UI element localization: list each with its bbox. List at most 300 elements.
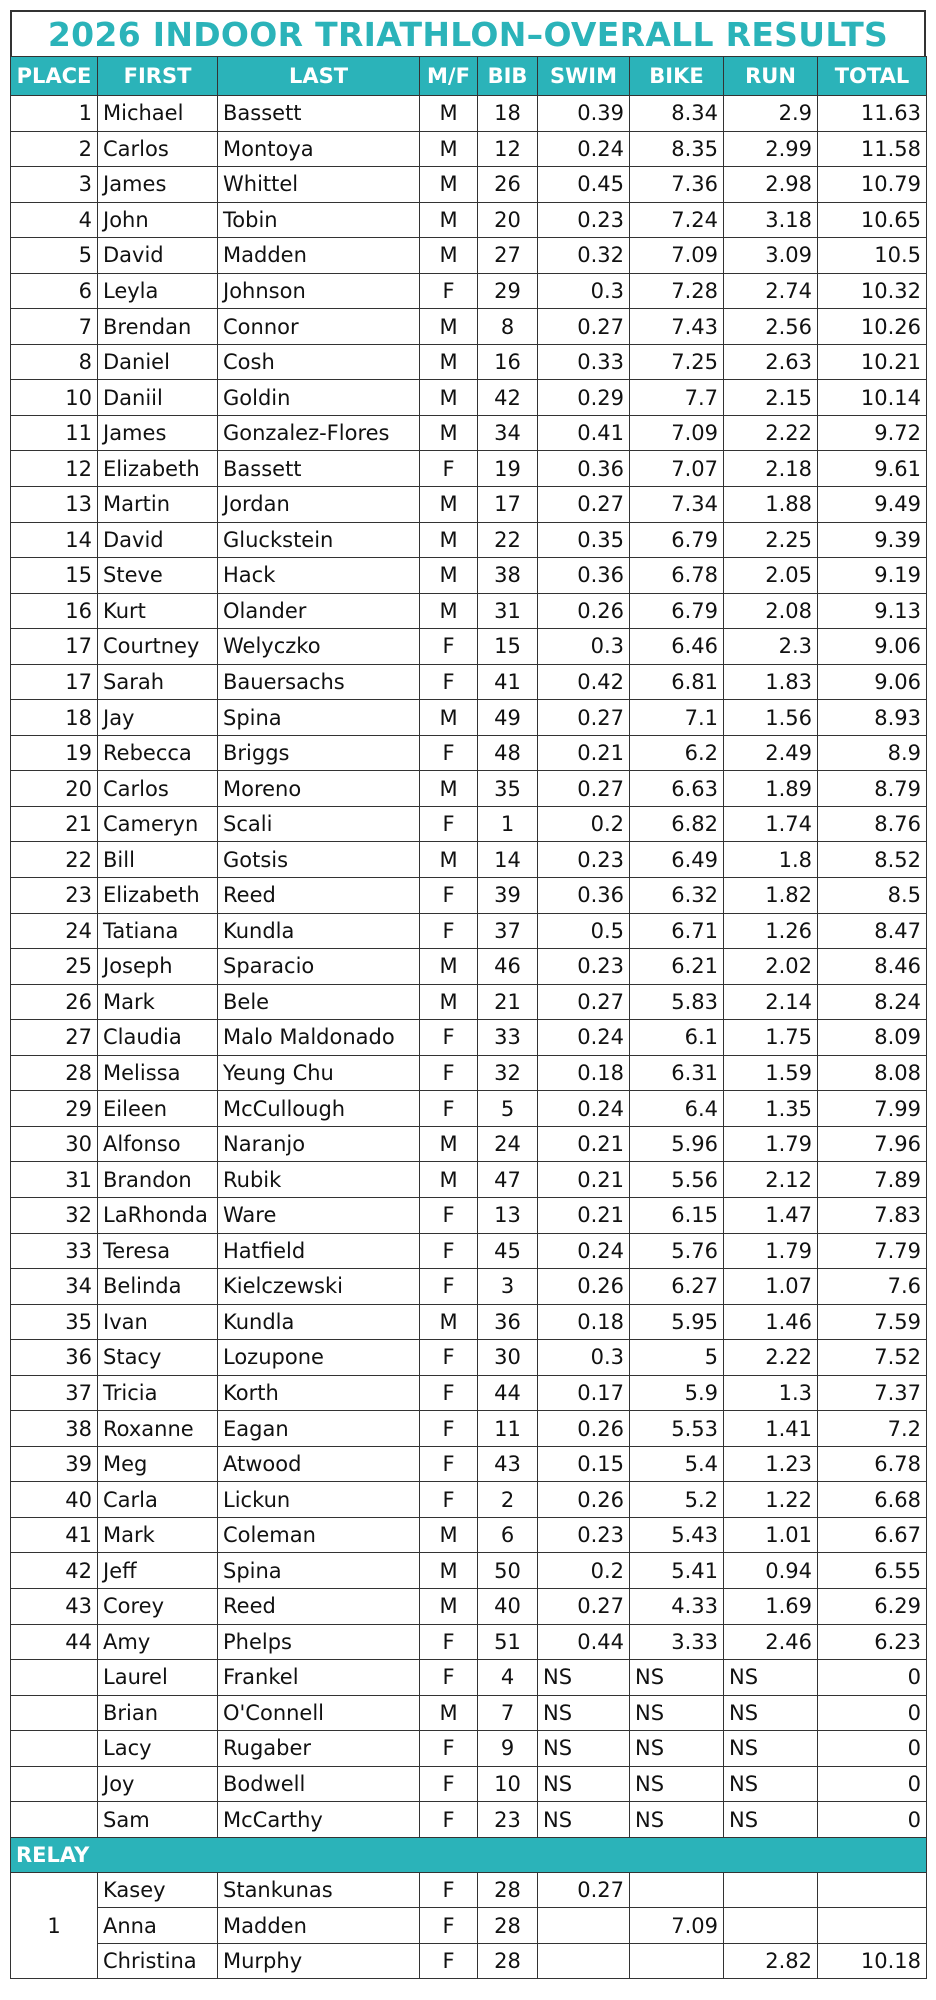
cell-first: Steve — [98, 558, 218, 594]
cell-bib: 8 — [478, 309, 538, 345]
cell-swim: 0.36 — [538, 451, 630, 487]
column-header-run: RUN — [724, 57, 818, 96]
cell-total: 10.5 — [818, 238, 927, 274]
cell-bib: 12 — [478, 131, 538, 167]
cell-first: Roxanne — [98, 1411, 218, 1447]
cell-place: 42 — [11, 1553, 98, 1589]
table-row — [11, 629, 927, 665]
cell-run: 1.41 — [724, 1411, 818, 1447]
table-row — [11, 131, 927, 167]
cell-bike: 7.09 — [630, 1908, 724, 1944]
cell-swim: 0.21 — [538, 735, 630, 771]
cell-total: 10.65 — [818, 202, 927, 238]
cell-last: Gotsis — [218, 842, 420, 878]
cell-swim: 0.45 — [538, 167, 630, 203]
column-header-bike: BIKE — [630, 57, 724, 96]
table-row — [11, 1624, 927, 1660]
cell-bib: 2 — [478, 1482, 538, 1518]
table-row — [11, 1553, 927, 1589]
table-row — [11, 451, 927, 487]
cell-bike: 6.81 — [630, 664, 724, 700]
cell-bike: 6.15 — [630, 1197, 724, 1233]
cell-last: Jordan — [218, 487, 420, 523]
table-row — [11, 1766, 927, 1802]
cell-run: 2.08 — [724, 593, 818, 629]
cell-last: Tobin — [218, 202, 420, 238]
cell-bike: 6.79 — [630, 593, 724, 629]
cell-last: Atwood — [218, 1446, 420, 1482]
cell-run — [724, 1908, 818, 1944]
table-row — [11, 1731, 927, 1767]
cell-mf: F — [420, 1802, 478, 1838]
cell-place: 4 — [11, 202, 98, 238]
cell-mf: F — [420, 1731, 478, 1767]
cell-last: Welyczko — [218, 629, 420, 665]
results-sheet — [10, 10, 926, 1979]
table-row — [11, 167, 927, 203]
cell-total: 10.79 — [818, 167, 927, 203]
cell-bib: 3 — [478, 1269, 538, 1305]
cell-bike: 6.49 — [630, 842, 724, 878]
cell-place: 39 — [11, 1446, 98, 1482]
cell-first: Sam — [98, 1802, 218, 1838]
cell-total: 8.76 — [818, 806, 927, 842]
cell-mf: M — [420, 131, 478, 167]
cell-bike: 6.4 — [630, 1091, 724, 1127]
cell-bike: 5.9 — [630, 1375, 724, 1411]
column-header-first: FIRST — [98, 57, 218, 96]
cell-first: Mark — [98, 1517, 218, 1553]
cell-swim: 0.41 — [538, 415, 630, 451]
cell-first: Amy — [98, 1624, 218, 1660]
cell-place: 2 — [11, 131, 98, 167]
cell-bib: 40 — [478, 1588, 538, 1624]
cell-last: McCullough — [218, 1091, 420, 1127]
cell-first: Brian — [98, 1695, 218, 1731]
cell-first: Carlos — [98, 771, 218, 807]
cell-total — [818, 1872, 927, 1908]
cell-bib: 11 — [478, 1411, 538, 1447]
cell-place: 21 — [11, 806, 98, 842]
cell-total: 8.09 — [818, 1020, 927, 1056]
cell-total: 8.9 — [818, 735, 927, 771]
cell-bike: 6.31 — [630, 1055, 724, 1091]
cell-total: 10.32 — [818, 273, 927, 309]
cell-mf: F — [420, 1020, 478, 1056]
cell-first: Ivan — [98, 1304, 218, 1340]
cell-bike: 6.82 — [630, 806, 724, 842]
cell-first: Carlos — [98, 131, 218, 167]
cell-bike: NS — [630, 1766, 724, 1802]
cell-bib: 33 — [478, 1020, 538, 1056]
cell-swim: 0.23 — [538, 1517, 630, 1553]
cell-swim: NS — [538, 1766, 630, 1802]
cell-mf: M — [420, 1304, 478, 1340]
cell-total: 8.79 — [818, 771, 927, 807]
cell-bib: 28 — [478, 1943, 538, 1979]
cell-last: Lickun — [218, 1482, 420, 1518]
cell-bib: 28 — [478, 1872, 538, 1908]
cell-total: 0 — [818, 1660, 927, 1696]
cell-run: NS — [724, 1802, 818, 1838]
cell-bike: NS — [630, 1731, 724, 1767]
cell-mf: F — [420, 1482, 478, 1518]
cell-run: 2.56 — [724, 309, 818, 345]
cell-last: Lozupone — [218, 1340, 420, 1376]
cell-first: Elizabeth — [98, 451, 218, 487]
cell-mf: F — [420, 1660, 478, 1696]
cell-swim: 0.3 — [538, 1340, 630, 1376]
cell-first: Kasey — [98, 1872, 218, 1908]
cell-first: Lacy — [98, 1731, 218, 1767]
cell-run: 1.79 — [724, 1233, 818, 1269]
cell-total: 6.29 — [818, 1588, 927, 1624]
cell-run: 1.75 — [724, 1020, 818, 1056]
cell-swim: 0.33 — [538, 344, 630, 380]
cell-bike: 6.63 — [630, 771, 724, 807]
cell-last: Hack — [218, 558, 420, 594]
cell-place — [11, 1660, 98, 1696]
cell-bike: 8.35 — [630, 131, 724, 167]
cell-total: 7.79 — [818, 1233, 927, 1269]
cell-run: 1.56 — [724, 700, 818, 736]
cell-first: Laurel — [98, 1660, 218, 1696]
cell-first: Brandon — [98, 1162, 218, 1198]
cell-mf: M — [420, 238, 478, 274]
table-row — [11, 984, 927, 1020]
cell-total: 7.83 — [818, 1197, 927, 1233]
cell-swim: 0.27 — [538, 771, 630, 807]
cell-swim: 0.27 — [538, 1872, 630, 1908]
cell-bib: 6 — [478, 1517, 538, 1553]
cell-first: Martin — [98, 487, 218, 523]
cell-swim: 0.26 — [538, 1482, 630, 1518]
cell-mf: M — [420, 1553, 478, 1589]
cell-place: 27 — [11, 1020, 98, 1056]
cell-first: Kurt — [98, 593, 218, 629]
cell-bib: 16 — [478, 344, 538, 380]
cell-place: 33 — [11, 1233, 98, 1269]
cell-run: 1.23 — [724, 1446, 818, 1482]
cell-run: 1.8 — [724, 842, 818, 878]
cell-bike: 8.34 — [630, 96, 724, 132]
cell-run: 0.94 — [724, 1553, 818, 1589]
cell-bib: 31 — [478, 593, 538, 629]
cell-bib: 49 — [478, 700, 538, 736]
cell-bib: 48 — [478, 735, 538, 771]
table-row — [11, 380, 927, 416]
cell-mf: F — [420, 1872, 478, 1908]
cell-place: 35 — [11, 1304, 98, 1340]
cell-mf: F — [420, 735, 478, 771]
cell-total: 9.49 — [818, 487, 927, 523]
table-row — [11, 96, 927, 132]
cell-mf: F — [420, 1269, 478, 1305]
cell-total — [818, 1908, 927, 1944]
cell-bib: 50 — [478, 1553, 538, 1589]
cell-first: Bill — [98, 842, 218, 878]
cell-total: 7.59 — [818, 1304, 927, 1340]
cell-first: Stacy — [98, 1340, 218, 1376]
cell-bike: NS — [630, 1695, 724, 1731]
cell-bib: 17 — [478, 487, 538, 523]
cell-first: Jay — [98, 700, 218, 736]
cell-first: Jeff — [98, 1553, 218, 1589]
cell-run: 1.3 — [724, 1375, 818, 1411]
cell-mf: F — [420, 1375, 478, 1411]
column-header-place: PLACE — [11, 57, 98, 96]
cell-run: 2.22 — [724, 415, 818, 451]
table-row — [11, 238, 927, 274]
cell-place: 3 — [11, 167, 98, 203]
page-title: 2026 INDOOR TRIATHLON–OVERALL RESULTS — [10, 10, 926, 56]
cell-bib: 23 — [478, 1802, 538, 1838]
cell-bib: 32 — [478, 1055, 538, 1091]
cell-total: 9.06 — [818, 664, 927, 700]
cell-first: Leyla — [98, 273, 218, 309]
cell-bike: 6.32 — [630, 878, 724, 914]
cell-total: 0 — [818, 1802, 927, 1838]
cell-place: 12 — [11, 451, 98, 487]
cell-mf: F — [420, 1411, 478, 1447]
cell-last: Kundla — [218, 1304, 420, 1340]
cell-swim: 0.32 — [538, 238, 630, 274]
cell-bib: 14 — [478, 842, 538, 878]
cell-bike: 7.34 — [630, 487, 724, 523]
cell-first: Michael — [98, 96, 218, 132]
cell-first: Daniil — [98, 380, 218, 416]
relay-row — [11, 1872, 927, 1908]
cell-total: 7.89 — [818, 1162, 927, 1198]
cell-last: Hatfield — [218, 1233, 420, 1269]
cell-mf: M — [420, 167, 478, 203]
cell-run: 1.88 — [724, 487, 818, 523]
cell-last: Yeung Chu — [218, 1055, 420, 1091]
table-row — [11, 664, 927, 700]
cell-total: 8.47 — [818, 913, 927, 949]
cell-bib: 18 — [478, 96, 538, 132]
cell-run: 2.22 — [724, 1340, 818, 1376]
cell-mf: M — [420, 593, 478, 629]
cell-mf: F — [420, 1091, 478, 1127]
column-header-total: TOTAL — [818, 57, 927, 96]
cell-bib: 13 — [478, 1197, 538, 1233]
cell-total: 8.24 — [818, 984, 927, 1020]
table-row — [11, 1517, 927, 1553]
column-header-mf: M/F — [420, 57, 478, 96]
column-header-last: LAST — [218, 57, 420, 96]
cell-bike: 6.46 — [630, 629, 724, 665]
cell-last: McCarthy — [218, 1802, 420, 1838]
cell-place: 7 — [11, 309, 98, 345]
relay-section-header — [11, 1837, 927, 1872]
cell-first: Anna — [98, 1908, 218, 1944]
table-row — [11, 1482, 927, 1518]
cell-total: 8.08 — [818, 1055, 927, 1091]
cell-place: 37 — [11, 1375, 98, 1411]
cell-swim: 0.26 — [538, 593, 630, 629]
cell-run: 2.99 — [724, 131, 818, 167]
cell-swim — [538, 1908, 630, 1944]
table-row — [11, 1446, 927, 1482]
cell-total: 6.78 — [818, 1446, 927, 1482]
cell-swim: 0.18 — [538, 1304, 630, 1340]
cell-place: 25 — [11, 949, 98, 985]
cell-last: Rubik — [218, 1162, 420, 1198]
cell-first: David — [98, 522, 218, 558]
cell-swim: 0.15 — [538, 1446, 630, 1482]
cell-run: 1.79 — [724, 1126, 818, 1162]
cell-run: NS — [724, 1695, 818, 1731]
cell-bib: 22 — [478, 522, 538, 558]
cell-swim: 0.17 — [538, 1375, 630, 1411]
cell-run: NS — [724, 1660, 818, 1696]
cell-bib: 19 — [478, 451, 538, 487]
cell-first: Sarah — [98, 664, 218, 700]
cell-swim — [538, 1943, 630, 1979]
cell-first: Eileen — [98, 1091, 218, 1127]
cell-place: 14 — [11, 522, 98, 558]
cell-run: 2.05 — [724, 558, 818, 594]
cell-run: 2.18 — [724, 451, 818, 487]
cell-last: Frankel — [218, 1660, 420, 1696]
table-row — [11, 202, 927, 238]
cell-swim: 0.24 — [538, 1091, 630, 1127]
cell-run: 1.26 — [724, 913, 818, 949]
cell-swim: NS — [538, 1660, 630, 1696]
cell-last: Bele — [218, 984, 420, 1020]
cell-mf: M — [420, 415, 478, 451]
cell-mf: F — [420, 1908, 478, 1944]
cell-swim: 0.42 — [538, 664, 630, 700]
cell-mf: M — [420, 558, 478, 594]
cell-mf: M — [420, 202, 478, 238]
cell-total: 9.19 — [818, 558, 927, 594]
cell-place: 17 — [11, 664, 98, 700]
cell-place: 26 — [11, 984, 98, 1020]
cell-place: 38 — [11, 1411, 98, 1447]
cell-bike: 7.25 — [630, 344, 724, 380]
table-row — [11, 309, 927, 345]
cell-place: 41 — [11, 1517, 98, 1553]
cell-place — [11, 1731, 98, 1767]
cell-mf: M — [420, 309, 478, 345]
cell-first: Alfonso — [98, 1126, 218, 1162]
cell-run — [724, 1872, 818, 1908]
cell-swim: 0.29 — [538, 380, 630, 416]
cell-run: 2.74 — [724, 273, 818, 309]
cell-last: Eagan — [218, 1411, 420, 1447]
cell-last: Gonzalez-Flores — [218, 415, 420, 451]
cell-bike: 7.09 — [630, 415, 724, 451]
cell-bike: 5.83 — [630, 984, 724, 1020]
cell-place: 13 — [11, 487, 98, 523]
cell-place: 30 — [11, 1126, 98, 1162]
cell-mf: F — [420, 1766, 478, 1802]
cell-last: Spina — [218, 1553, 420, 1589]
cell-total: 0 — [818, 1731, 927, 1767]
table-row — [11, 593, 927, 629]
cell-first: Carla — [98, 1482, 218, 1518]
cell-place: 32 — [11, 1197, 98, 1233]
cell-bib: 5 — [478, 1091, 538, 1127]
cell-run: 2.46 — [724, 1624, 818, 1660]
cell-last: Bodwell — [218, 1766, 420, 1802]
table-row — [11, 700, 927, 736]
column-header-bib: BIB — [478, 57, 538, 96]
cell-bib: 47 — [478, 1162, 538, 1198]
cell-swim: 0.23 — [538, 949, 630, 985]
cell-swim: 0.21 — [538, 1197, 630, 1233]
relay-place: 1 — [11, 1872, 98, 1979]
cell-swim: 0.24 — [538, 1020, 630, 1056]
cell-mf: M — [420, 1162, 478, 1198]
cell-mf: M — [420, 700, 478, 736]
cell-last: Bauersachs — [218, 664, 420, 700]
cell-swim: 0.3 — [538, 273, 630, 309]
cell-run: 1.89 — [724, 771, 818, 807]
cell-last: Kundla — [218, 913, 420, 949]
cell-bike: 6.1 — [630, 1020, 724, 1056]
cell-swim: 0.27 — [538, 309, 630, 345]
cell-total: 7.2 — [818, 1411, 927, 1447]
cell-mf: F — [420, 1446, 478, 1482]
cell-bike: 5.56 — [630, 1162, 724, 1198]
cell-run: 2.25 — [724, 522, 818, 558]
cell-first: Courtney — [98, 629, 218, 665]
cell-mf: M — [420, 984, 478, 1020]
cell-bike: 7.1 — [630, 700, 724, 736]
cell-run: 2.98 — [724, 167, 818, 203]
cell-run: 1.35 — [724, 1091, 818, 1127]
cell-mf: M — [420, 949, 478, 985]
cell-place: 24 — [11, 913, 98, 949]
cell-total: 9.13 — [818, 593, 927, 629]
cell-place: 15 — [11, 558, 98, 594]
cell-bike: 6.27 — [630, 1269, 724, 1305]
cell-place: 17 — [11, 629, 98, 665]
cell-bike — [630, 1943, 724, 1979]
cell-bike: 7.43 — [630, 309, 724, 345]
cell-swim: 0.2 — [538, 1553, 630, 1589]
cell-run: 1.59 — [724, 1055, 818, 1091]
cell-first: Brendan — [98, 309, 218, 345]
cell-place: 43 — [11, 1588, 98, 1624]
cell-total: 7.96 — [818, 1126, 927, 1162]
cell-bike: 5 — [630, 1340, 724, 1376]
table-row — [11, 913, 927, 949]
cell-total: 10.18 — [818, 1943, 927, 1979]
cell-first: James — [98, 415, 218, 451]
cell-last: Reed — [218, 1588, 420, 1624]
cell-total: 8.5 — [818, 878, 927, 914]
cell-swim: 0.26 — [538, 1269, 630, 1305]
cell-place: 23 — [11, 878, 98, 914]
cell-mf: F — [420, 806, 478, 842]
cell-swim: 0.27 — [538, 700, 630, 736]
cell-bib: 9 — [478, 1731, 538, 1767]
header-row — [11, 57, 927, 96]
cell-mf: M — [420, 1517, 478, 1553]
cell-first: Melissa — [98, 1055, 218, 1091]
table-row — [11, 273, 927, 309]
cell-total: 8.93 — [818, 700, 927, 736]
cell-run: 2.49 — [724, 735, 818, 771]
cell-bike: NS — [630, 1802, 724, 1838]
cell-last: Sparacio — [218, 949, 420, 985]
cell-last: Coleman — [218, 1517, 420, 1553]
cell-first: Cameryn — [98, 806, 218, 842]
